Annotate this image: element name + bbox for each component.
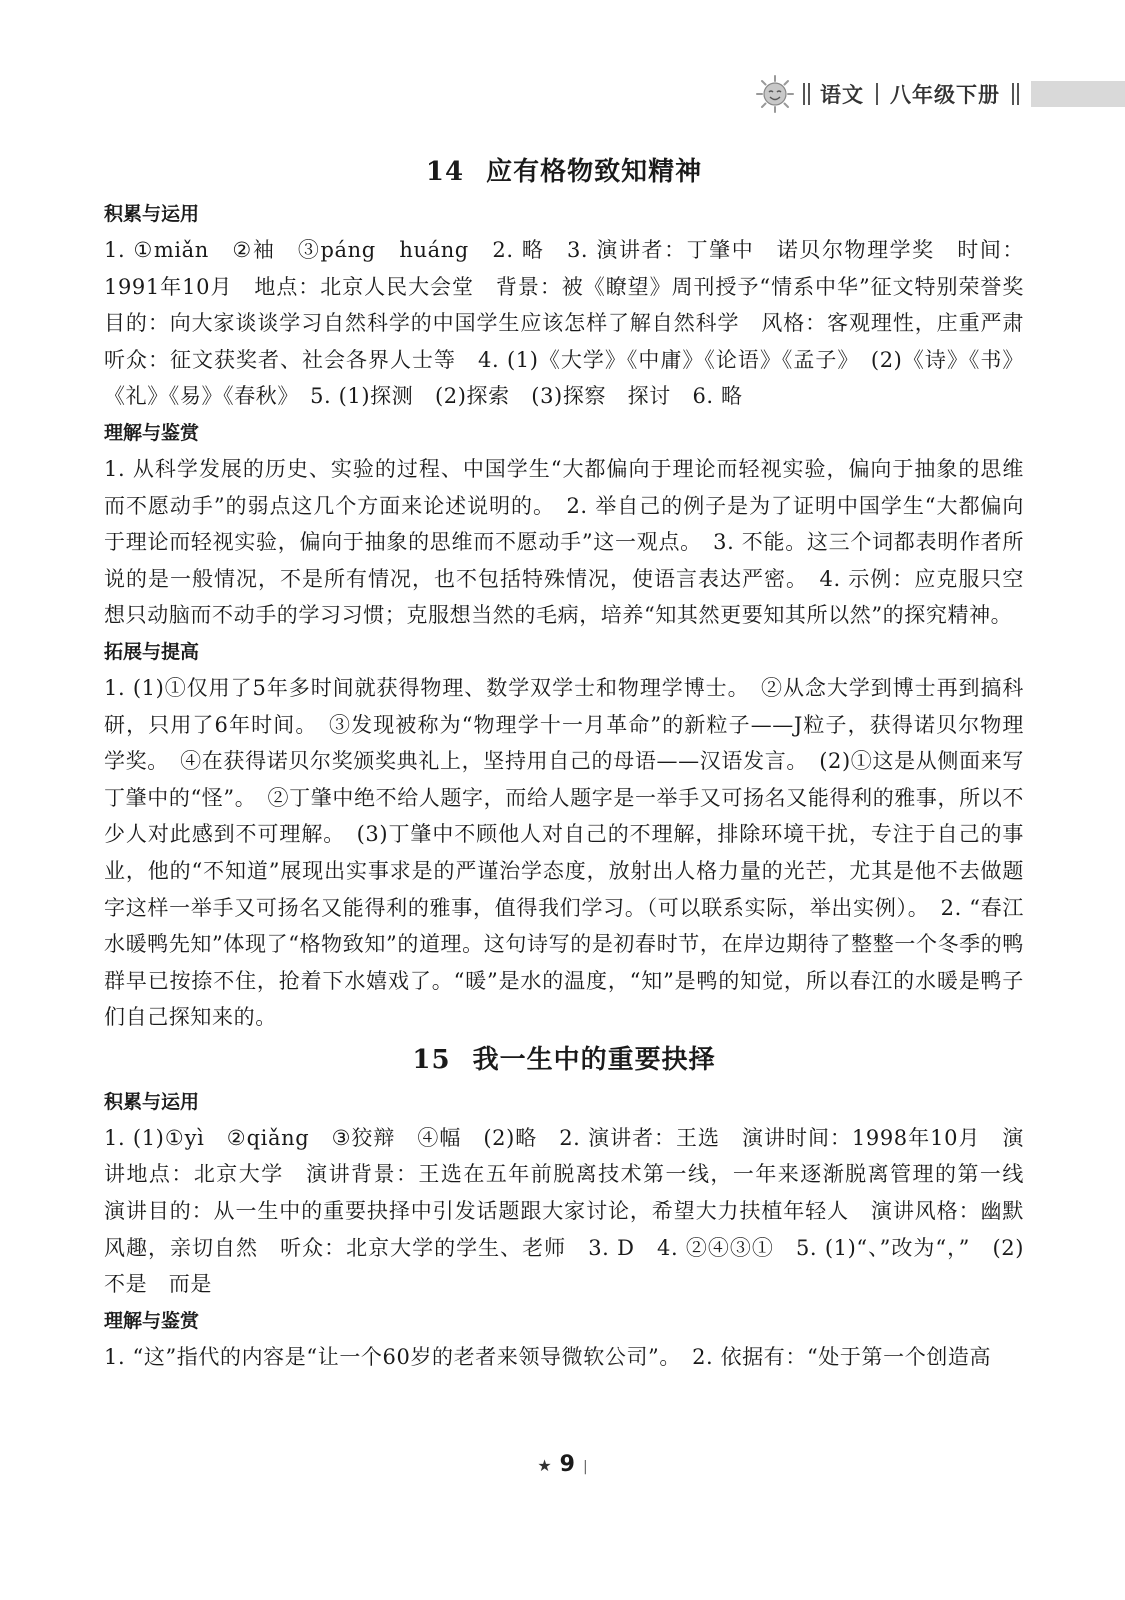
page-content [104, 148, 1046, 1375]
header-separator [876, 83, 878, 105]
section-answer-text: 1. 从科学发展的历史、实验的过程、中国学生“大都偏向于理论而轻视实验，偏向于抽象的思维而不愿动手”的弱点这几个方面来论述说明的。 2. 举自己的例子是为了证明中国学生“大都偏向于理论而轻视实验，偏向于抽象的思维而不愿动手”这一观点。 3. 不能。这三个词都表明作者所说的是一般情况，不是所有情况，也不包括特殊情况，使语言表达严密。 4. 示例：应克服只空想只动脑而不动手的学习习惯；克服想当然的毛病，培养“知其然更要知其所以然”的探究精神。 [104, 456, 1024, 628]
section-answer-text: 1. (1)①yì ②qiǎng ③狡辩 ④幅 (2)略 2. 演讲者：王选 演讲时间：1998年10月 演讲地点：北京大学 演讲背景：王选在五年前脱离技术第一线，一年来逐渐脱离管理的第一线 演讲目的：从一生中的重要抉择中引发话题跟大家讨论，希望大力扶植年轻人 演讲风格：幽默风趣，亲切自然 听众：北京大学的学生、老师 3. D 4. ②④③① 5. (1)“、”改为“，” (2)不是 而是 [104, 1125, 1046, 1297]
section-answer-text: 1. (1)①仅用了5年多时间就获得物理、数学双学士和物理学博士。 ②从念大学到博士再到搞科研，只用了6年时间。 ③发现被称为“物理学十一月革命”的新粒子——J粒子，获得诺贝尔物理学奖。 ④在获得诺贝尔奖颁奖典礼上，坚持用自己的母语——汉语发言。 (2)①这是从侧面来写丁肇中的“怪”。 ②丁肇中绝不给人题字，而给人题字是一举手又可扬名又能得利的雅事，所以不少人对此感到不可理解。 (3)丁肇中不顾他人对自己的不理解，排除环境干扰，专注于自己的事业，他的“不知道”展现出实事求是的严谨治学态度，放射出人格力量的光芒，尤其是他不去做题字这样一举手又可扬名又能得利的雅事，值得我们学习。（可以联系实际，举出实例）。 2. “春江水暖鸭先知”体现了“格物致知”的道理。这句诗写的是初春时节，在岸边期待了整整一个冬季的鸭群早已按捺不住，抢着下水嬉戏了。“暖”是水的温度，“知”是鸭的知觉，所以春江的水暖是鸭子们自己探知来的。 [104, 675, 1024, 1030]
header-gray-band [1031, 81, 1125, 107]
header-divider-bars-right [1012, 83, 1019, 105]
section-answer-text: 1. ①miǎn ②袖 ③páng huáng 2. 略 3. 演讲者：丁肇中 诺贝尔物理学奖 时间：1991年10月 地点：北京人民大会堂 背景：被《瞭望》周刊授予“情系中华”征文特别荣誉奖 目的：向大家谈谈学习自然科学的中国学生应该怎样了解自然科学 风格：客观理性，庄重严肃 听众：征文获奖者、社会各界人士等 4. (1)《大学》《中庸》《论语》《孟子》 (2)《诗》《书》《礼》《易》《春秋》 5. (1)探测 (2)探索 (3)探察 探讨 6. 略 [104, 238, 1046, 409]
lesson-title-text: 应有格物致知精神 [486, 157, 703, 187]
lesson-number: 14 [425, 157, 465, 187]
header-grade: 八年级下册 [890, 83, 1000, 107]
sun-face-icon [755, 74, 795, 114]
section-heading: 积累与运用 [104, 203, 200, 225]
section-heading: 理解与鉴赏 [104, 421, 200, 444]
page-header [755, 74, 1125, 114]
page-number: 9 [559, 1452, 575, 1477]
header-subject: 语文 [820, 83, 864, 107]
section-answer-text: 1. “这”指代的内容是“让一个60岁的老者来领导微软公司”。 2. 依据有：“处于第一个创造高 [104, 1344, 992, 1369]
footer-tick-mark: | [582, 1459, 588, 1475]
lesson-number: 15 [412, 1044, 451, 1075]
star-icon: ★ [537, 1456, 552, 1475]
header-divider-bars [803, 83, 810, 105]
section-heading: 拓展与提高 [104, 640, 200, 663]
lesson-title-text: 我一生中的重要抉择 [472, 1044, 716, 1075]
section-heading: 理解与鉴赏 [104, 1309, 200, 1332]
section-heading: 积累与运用 [104, 1090, 200, 1113]
lesson-title [104, 148, 1024, 196]
page-footer [0, 1452, 1125, 1477]
lesson-title [104, 1036, 1024, 1084]
